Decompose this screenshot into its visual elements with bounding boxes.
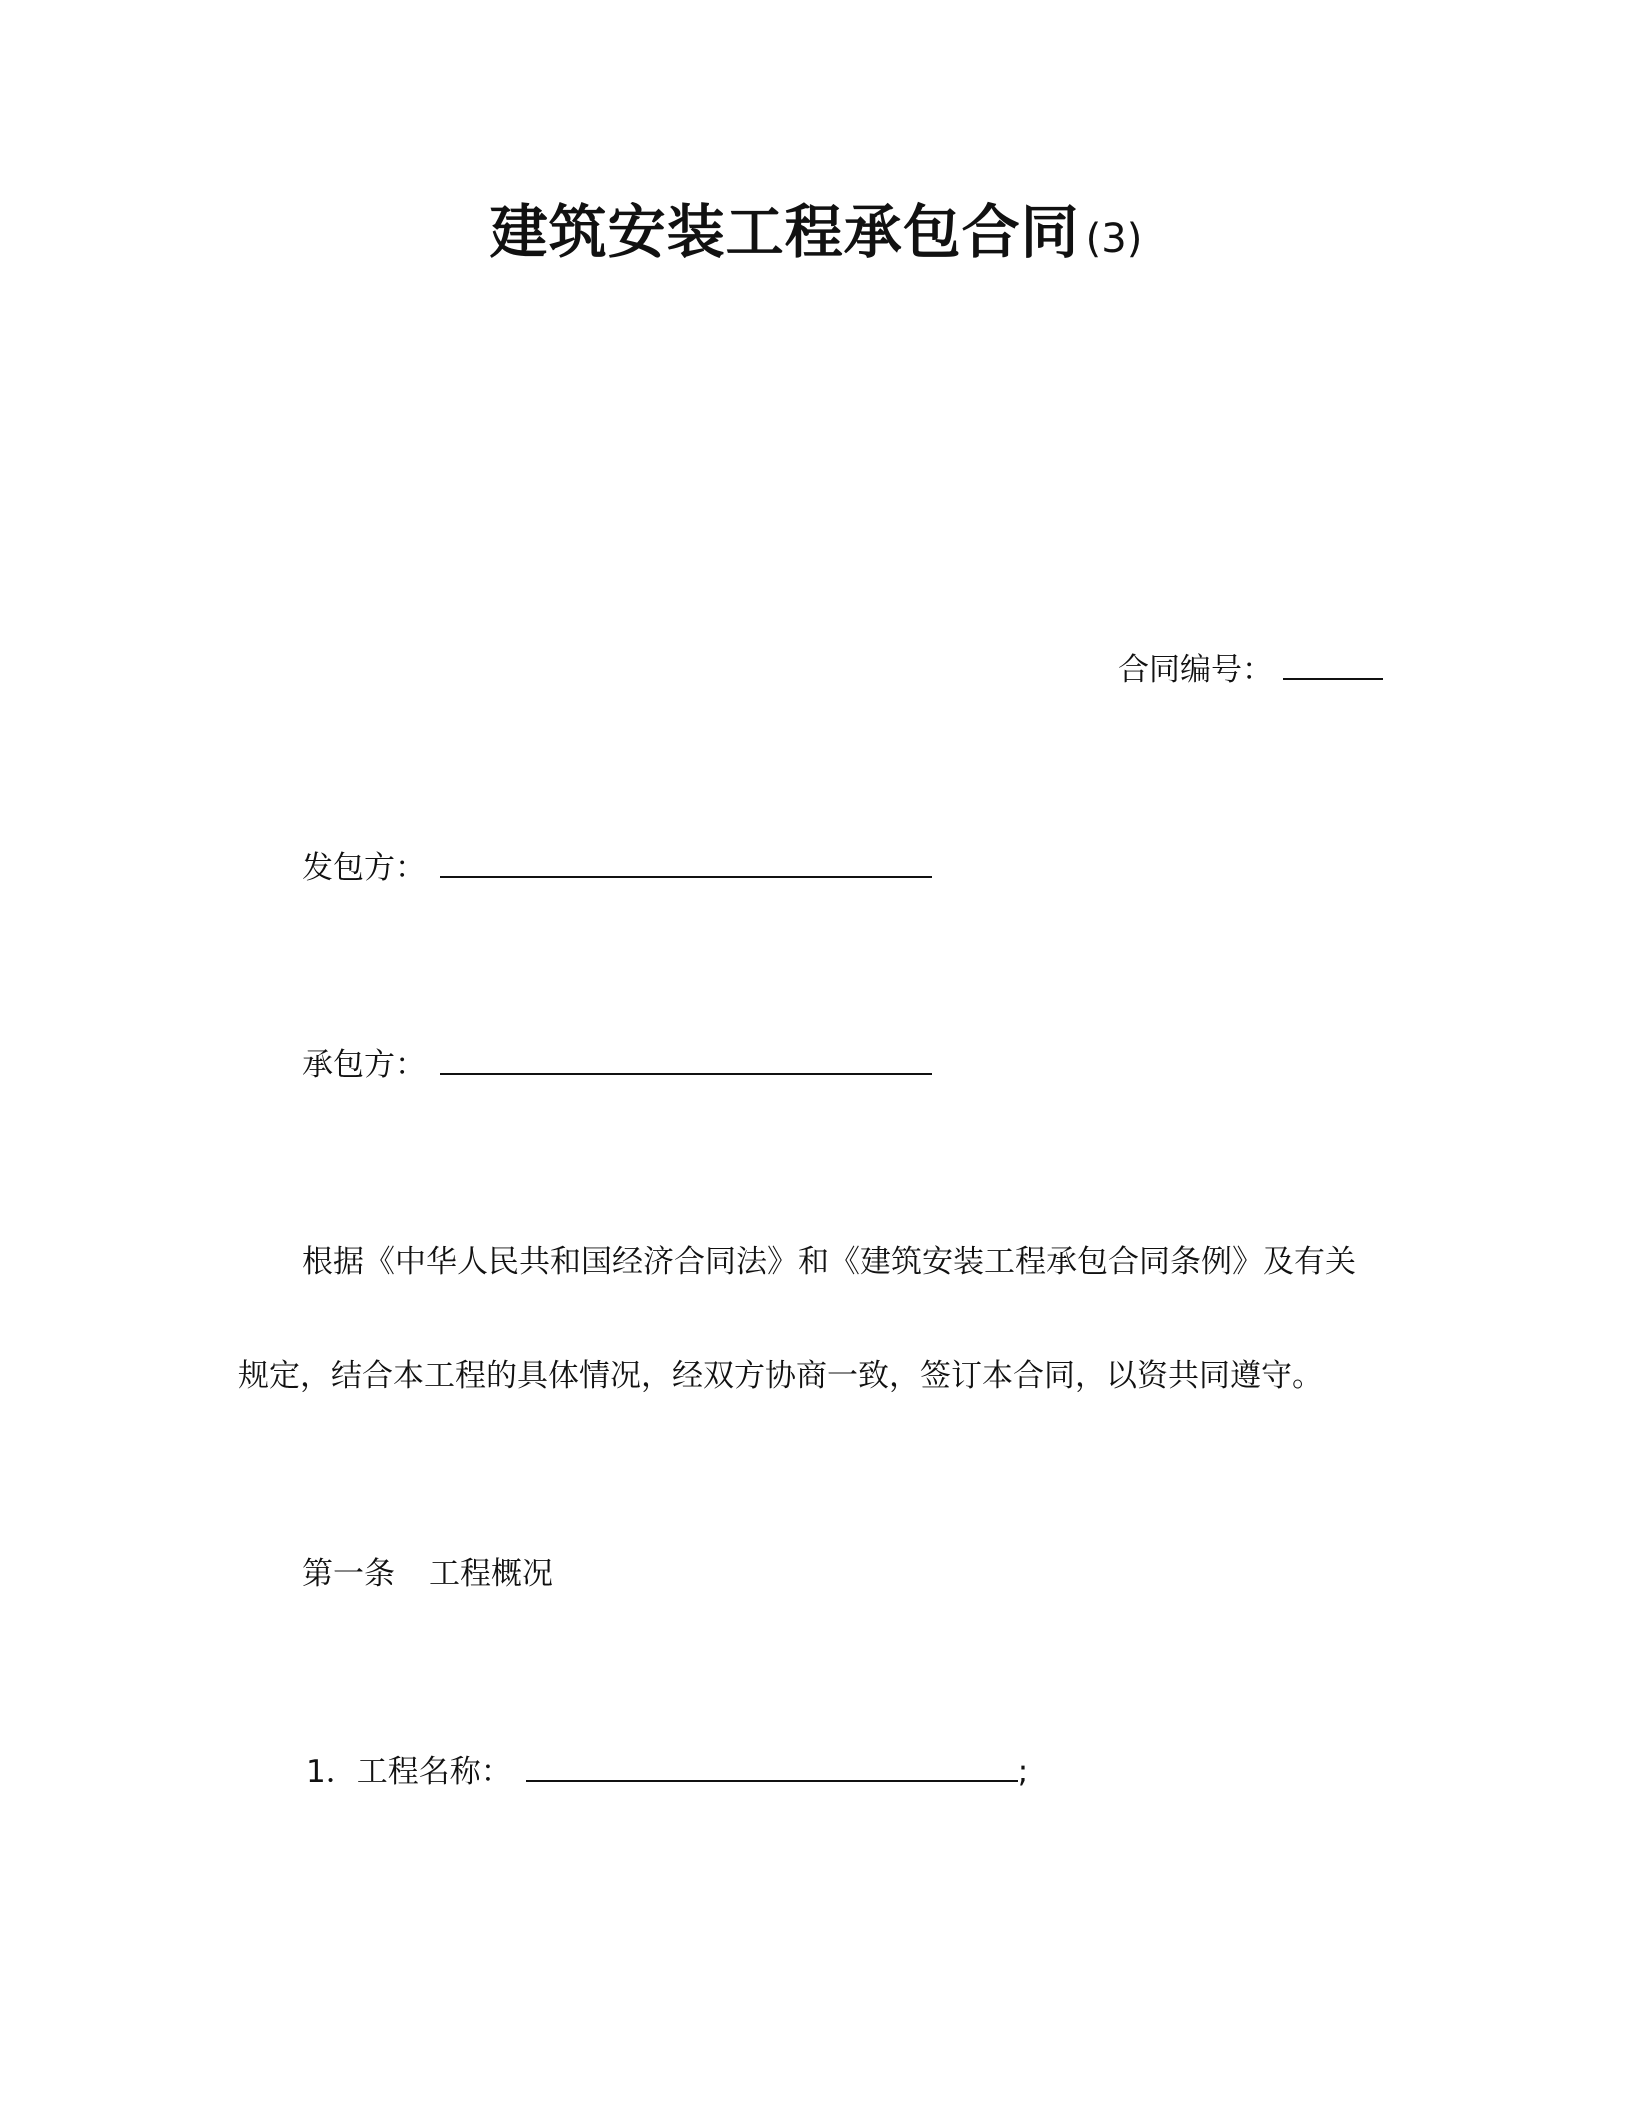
contract-number-line (1118, 648, 1383, 692)
project-name-blank (526, 1750, 1018, 1782)
contractor-line (302, 1043, 932, 1087)
contractor-blank (440, 1043, 932, 1075)
contractor-label: 承包方： (302, 1047, 426, 1083)
item-terminator: ; (1017, 1754, 1029, 1790)
item-project-name (306, 1750, 1028, 1794)
item-label: 1．工程名称： (306, 1754, 512, 1790)
article-1-heading (302, 1552, 553, 1596)
preamble-line-2: 规定，结合本工程的具体情况，经双方协商一致，签订本合同，以资共同遵守。 (238, 1358, 1323, 1394)
contract-number-blank (1283, 648, 1383, 680)
document-title (0, 196, 1632, 283)
preamble-line-1: 根据《中华人民共和国经济合同法》和《建筑安装工程承包合同条例》及有关 (302, 1244, 1356, 1280)
article-number: 第一条 (302, 1556, 395, 1592)
title-main: 建筑安装工程承包合同 (489, 198, 1080, 266)
employer-blank (440, 846, 932, 878)
employer-label: 发包方： (302, 850, 426, 886)
article-title: 工程概况 (429, 1556, 553, 1592)
contract-number-label: 合同编号： (1118, 652, 1273, 688)
employer-line (302, 846, 932, 890)
title-suffix: (3) (1085, 216, 1143, 262)
